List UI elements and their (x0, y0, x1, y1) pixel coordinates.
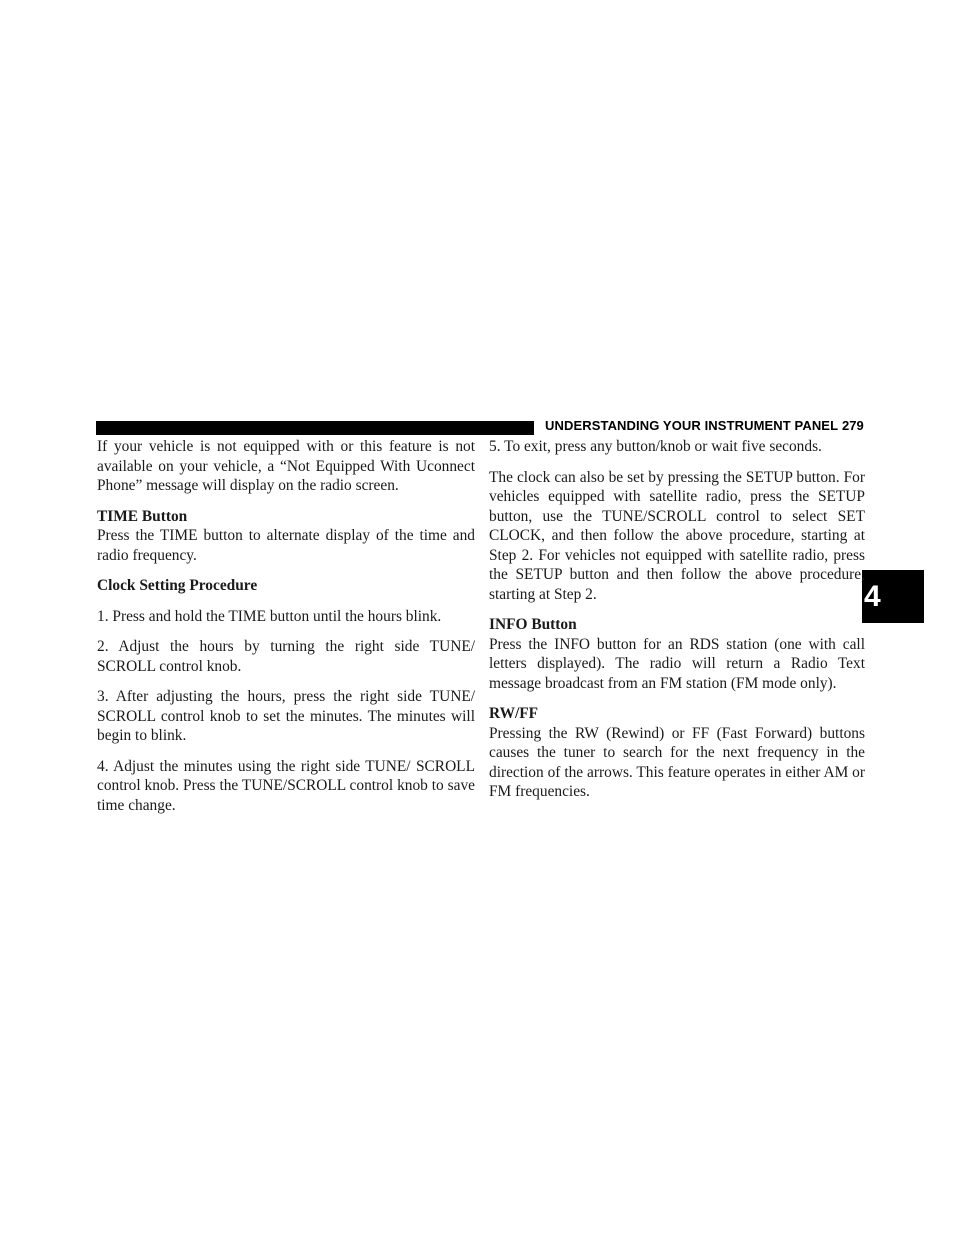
info-button-text: Press the INFO button for an RDS station (one with call letters displayed). The radio will return a Radio Text message broadcast from an FM station (FM mode only). (489, 635, 865, 692)
right-column (489, 437, 865, 813)
rw-ff-heading: RW/FF (489, 705, 539, 722)
intro-paragraph: If your vehicle is not equipped with or this feature is not available on your vehicle, a “Not Equipped With Uconnect Phone” message will display on the radio screen. (97, 438, 475, 494)
step-1: 1. Press and hold the TIME button until the hours blink. (97, 607, 442, 625)
rw-ff-text: Pressing the RW (Rewind) or FF (Fast Forward) buttons causes the tuner to search for the next frequency in the direction of the arrows. This feature operates in either AM or FM frequencies. (489, 724, 865, 800)
setup-paragraph: The clock can also be set by pressing the SETUP button. For vehicles equipped with satellite radio, press the SETUP button, use the TUNE/SCROLL control to select SET CLOCK, and then follow the above procedure, starting at Step 2. For vehicles not equipped with satellite radio, press the SETUP button and then follow the above procedure, starting at Step 2. (489, 468, 865, 603)
step-3: 3. After adjusting the hours, press the right side TUNE/ SCROLL control knob to set the minutes. The minutes will begin to blink. (97, 688, 475, 744)
time-button-heading: TIME Button (97, 507, 188, 525)
left-column (97, 437, 475, 826)
time-button-text: Press the TIME button to alternate display of the time and radio frequency. (97, 527, 475, 564)
page-header-title: UNDERSTANDING YOUR INSTRUMENT PANEL (545, 418, 839, 433)
page-number: 279 (842, 418, 864, 433)
chapter-tab: 4 (862, 570, 924, 623)
step-4: 4. Adjust the minutes using the right side TUNE/ SCROLL control knob. Press the TUNE/SCROLL control knob to save time change. (97, 757, 475, 814)
step-5: 5. To exit, press any button/knob or wait five seconds. (489, 438, 822, 455)
clock-setting-heading: Clock Setting Procedure (97, 577, 258, 594)
info-button-heading: INFO Button (489, 616, 577, 633)
step-2: 2. Adjust the hours by turning the right side TUNE/ SCROLL control knob. (97, 638, 475, 675)
header-rule (96, 421, 534, 435)
